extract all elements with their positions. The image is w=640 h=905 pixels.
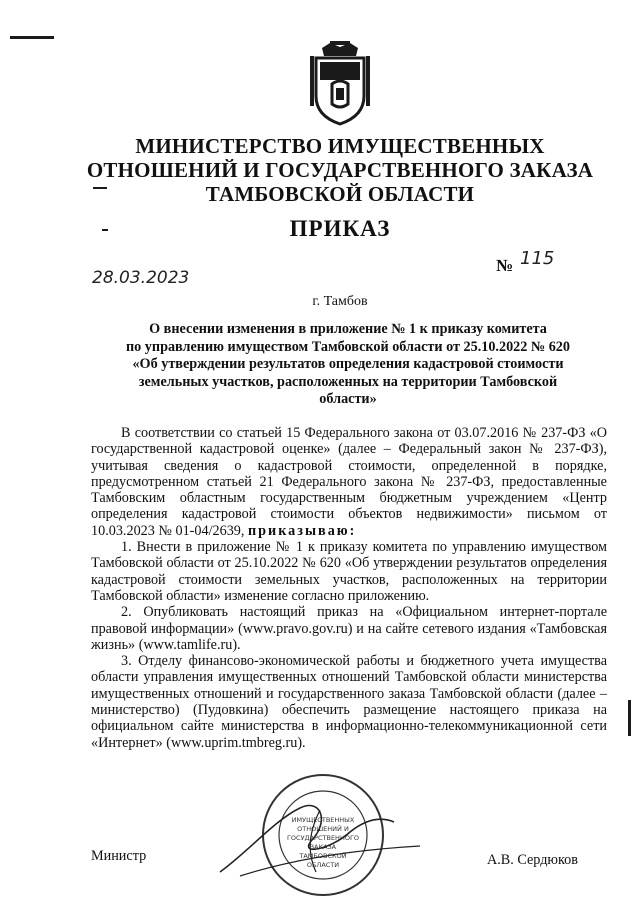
body-item-3: 3. Отделу финансово-экономической работы и бюджетного учета имущества области управления имущественных отношений Тамбовской области министерства имущественных отношений и государственного заказа Тамбовской области (далее – министерство) (Пудовкина) обеспечить размещение настоящего приказа на официальном сайте министерства в информационно-телекоммуникационной сети «Интернет» (www.uprim.tmbreg.ru).: [91, 653, 607, 751]
ministry-title: [60, 134, 620, 206]
svg-text:ИМУЩЕСТВЕННЫХ: ИМУЩЕСТВЕННЫХ: [291, 816, 355, 824]
subject-line: «Об утверждении результатов определения кадастровой стоимости: [132, 356, 564, 372]
svg-text:ОТНОШЕНИЙ И: ОТНОШЕНИЙ И: [297, 825, 349, 833]
handwritten-signature: [180, 780, 440, 890]
document-number: 115: [520, 248, 555, 269]
document-type: ПРИКАЗ: [289, 216, 391, 241]
ministry-title-line: МИНИСТЕРСТВО ИМУЩЕСТВЕННЫХ: [135, 134, 545, 158]
scan-mark-top-left: [10, 36, 54, 39]
order-word: приказываю:: [247, 522, 357, 539]
signer-name: А.В. Сердюков: [487, 852, 578, 868]
subject-line: по управлению имуществом Тамбовской области от 25.10.2022 № 620: [125, 338, 570, 355]
ministry-title-line: ОТНОШЕНИЙ И ГОСУДАРСТВЕННОГО ЗАКАЗА: [86, 158, 594, 182]
ministry-title-line: ТАМБОВСКОЙ ОБЛАСТИ: [205, 182, 475, 206]
city: г. Тамбов: [312, 294, 368, 309]
body-item-1: 1. Внести в приложение № 1 к приказу комитета по управлению имуществом Тамбовской области от 25.10.2022 № 620 «Об утверждении результатов определения кадастровой стоимости земельных участков, расположенных на территории Тамбовской области» изменение согласно приложению.: [91, 539, 607, 604]
document-body: [91, 425, 607, 751]
svg-text:ЗАКАЗА: ЗАКАЗА: [309, 843, 337, 851]
document-subject: [88, 321, 608, 409]
number-label: №: [496, 256, 514, 275]
subject-line: области»: [319, 391, 377, 407]
document-date: 28.03.2023: [92, 268, 190, 288]
coat-of-arms-icon: [300, 40, 380, 126]
body-intro-paragraph: [91, 425, 607, 539]
svg-text:ОБЛАСТИ: ОБЛАСТИ: [306, 861, 340, 869]
svg-text:ГОСУДАРСТВЕННОГО: ГОСУДАРСТВЕННОГО: [286, 834, 360, 842]
signer-role: Министр: [91, 848, 147, 864]
body-intro: В соответствии со статьей 15 Федерального закона от 03.07.2016 № 237-ФЗ «О государственной кадастровой оценке» (далее – Федеральный закон № 237-ФЗ), учитывая сведения о кадастровой стоимости, определенной в порядке, предусмотренном статьей 21 Федерального закона № 237-ФЗ, предоставленные Тамбовским областным государственным бюджетным учреждением «Центр определения кадастровой стоимости объектов недвижимости» письмом от 10.03.2023 № 01-04/2639,: [91, 425, 607, 539]
scan-mark-right-edge: [628, 700, 631, 736]
svg-text:ТАМБОВСКОЙ: ТАМБОВСКОЙ: [299, 852, 347, 860]
subject-line: земельных участков, расположенных на территории Тамбовской: [138, 373, 558, 390]
subject-line: О внесении изменения в приложение № 1 к приказу комитета: [149, 321, 547, 337]
body-item-2: 2. Опубликовать настоящий приказ на «Официальном интернет-портале правовой информации» (www.pravo.gov.ru) и на сайте сетевого издания «Тамбовская жизнь» (www.tamlife.ru).: [91, 604, 607, 653]
